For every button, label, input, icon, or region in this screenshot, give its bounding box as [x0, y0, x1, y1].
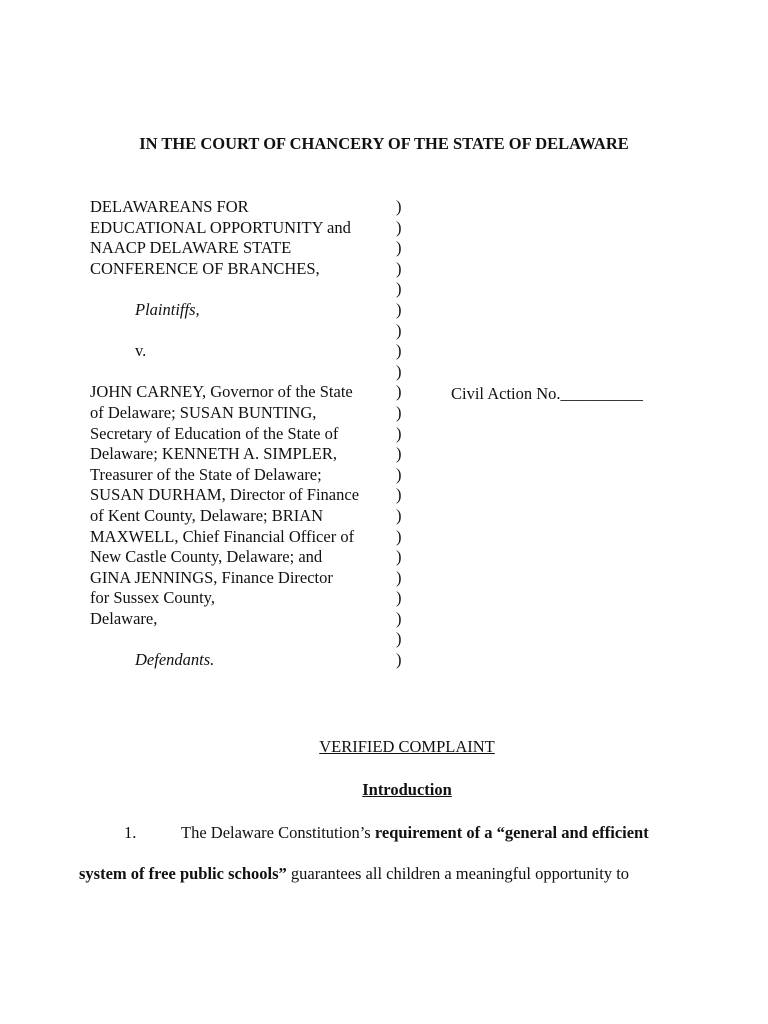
- paren: ): [396, 526, 402, 546]
- caption-line: JOHN CARNEY, Governor of the State: [90, 382, 353, 402]
- caption-line: for Sussex County,: [90, 588, 215, 608]
- caption-line: [90, 279, 390, 300]
- paragraph-number: 1.: [124, 823, 137, 842]
- paren: ): [396, 197, 402, 216]
- paren: ): [396, 299, 402, 319]
- paren: ): [396, 279, 402, 299]
- paren: ): [396, 402, 402, 422]
- defendants-label: Defendants.: [135, 650, 215, 670]
- caption-line: GINA JENNINGS, Finance Director: [90, 567, 333, 587]
- paren: ): [396, 505, 402, 525]
- paren: ): [396, 608, 402, 628]
- caption-line: Delaware; KENNETH A. SIMPLER,: [90, 444, 338, 464]
- paren: ): [396, 444, 402, 464]
- plaintiffs-label: Plaintiffs,: [135, 299, 200, 319]
- paren: ): [396, 258, 402, 278]
- caption-line: New Castle County, Delaware; and: [90, 547, 323, 567]
- caption-line: [90, 321, 390, 342]
- civil-action-number: Civil Action No.__________: [451, 384, 644, 403]
- versus-label: v.: [135, 341, 147, 361]
- paren: ): [396, 341, 402, 361]
- document-title: VERIFIED COMPLAINT: [319, 737, 495, 756]
- case-caption-parties: [90, 197, 390, 671]
- caption-line: SUSAN DURHAM, Director of Finance: [90, 485, 360, 505]
- paren: ): [396, 485, 402, 505]
- caption-line: NAACP DELAWARE STATE: [90, 238, 292, 258]
- paragraph-text: The Delaware Constitution’s: [181, 823, 375, 842]
- paren: ): [396, 567, 402, 587]
- paren: ): [396, 629, 402, 649]
- caption-line: [90, 629, 390, 650]
- caption-line: of Delaware; SUSAN BUNTING,: [90, 402, 317, 422]
- paren: ): [396, 547, 402, 567]
- caption-line: CONFERENCE OF BRANCHES,: [90, 258, 320, 278]
- paren: ): [396, 320, 402, 340]
- caption-line: MAXWELL, Chief Financial Officer of: [90, 526, 355, 546]
- caption-line: Delaware,: [90, 608, 158, 628]
- caption-paren-column: [396, 197, 406, 671]
- paragraph-text: guarantees all children a meaningful opportunity to: [286, 864, 630, 883]
- section-heading: Introduction: [362, 780, 452, 799]
- paren: ): [396, 464, 402, 484]
- caption-line: Treasurer of the State of Delaware;: [90, 464, 322, 484]
- paren: ): [396, 650, 402, 670]
- paren: ): [396, 361, 402, 381]
- caption-line: [90, 362, 390, 383]
- caption-line: of Kent County, Delaware; BRIAN: [90, 505, 324, 525]
- court-title: IN THE COURT OF CHANCERY OF THE STATE OF DELAWARE: [139, 134, 629, 153]
- caption-line: DELAWAREANS FOR: [90, 197, 249, 216]
- paragraph-1-line-1: [124, 823, 649, 843]
- paren: ): [396, 217, 402, 237]
- paragraph-bold-text: requirement of a “general and efficient: [374, 823, 649, 842]
- paragraph-1-line-2: [79, 864, 629, 884]
- paren: ): [396, 423, 402, 443]
- paragraph-bold-text: system of free public schools”: [79, 864, 287, 883]
- paren: ): [396, 588, 402, 608]
- caption-line: Secretary of Education of the State of: [90, 423, 339, 443]
- paren: ): [396, 382, 402, 402]
- paren: ): [396, 238, 402, 258]
- caption-line: EDUCATIONAL OPPORTUNITY and: [90, 217, 351, 237]
